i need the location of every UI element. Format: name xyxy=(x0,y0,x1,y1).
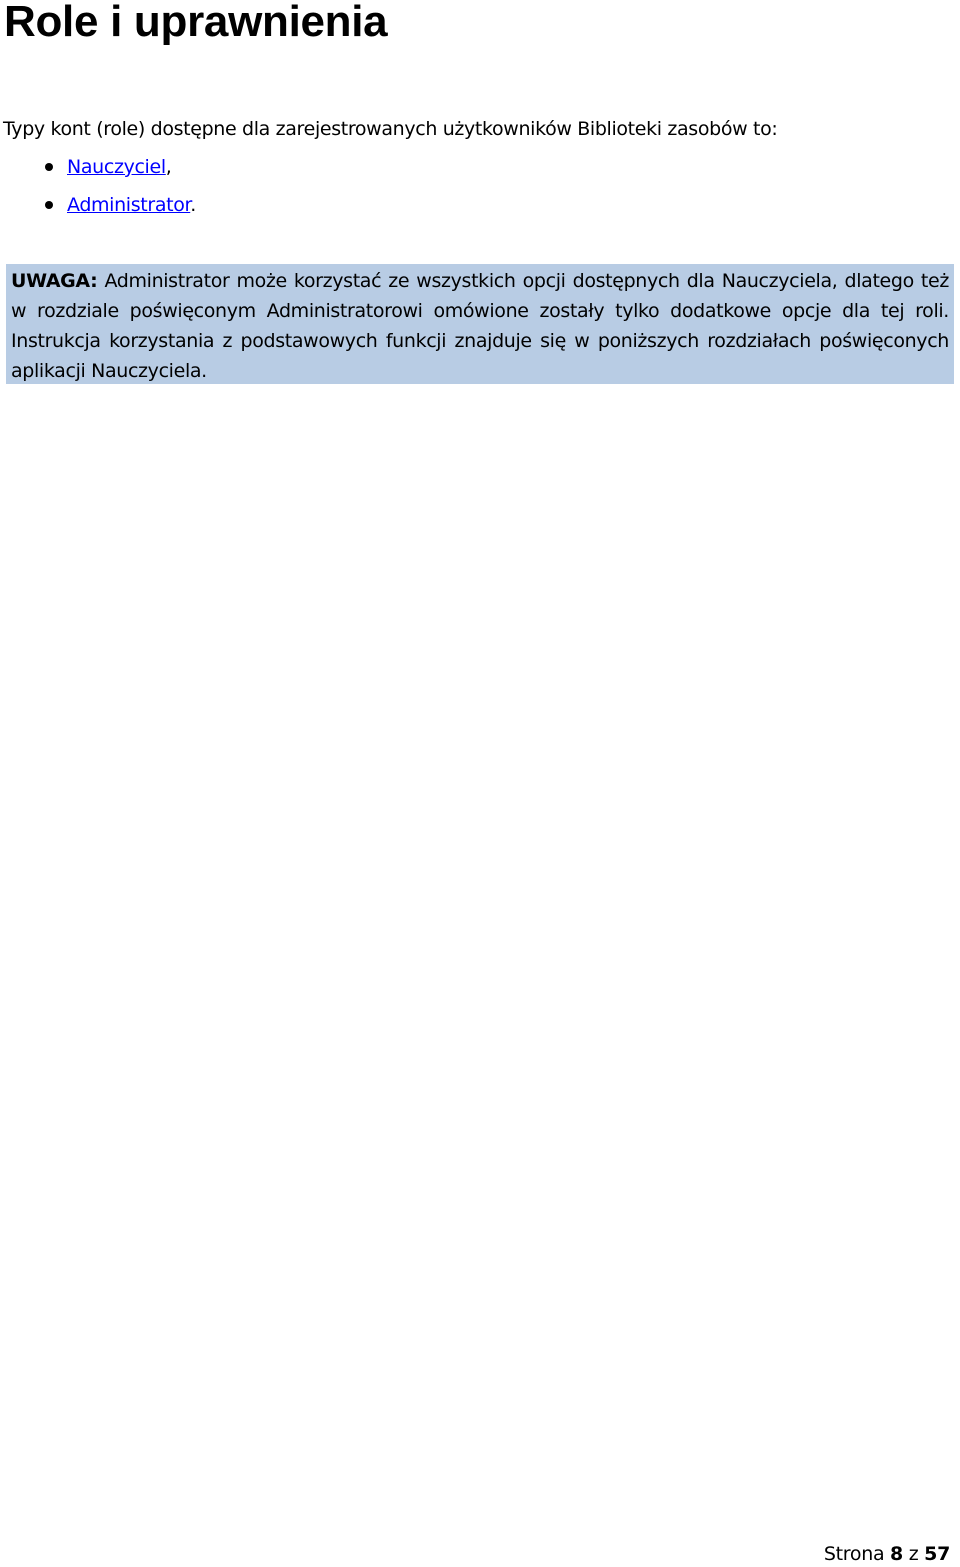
note-label: UWAGA: xyxy=(11,270,98,292)
link-nauczyciel[interactable]: Nauczyciel xyxy=(67,156,166,178)
link-administrator[interactable]: Administrator xyxy=(67,194,191,216)
note-text: Administrator może korzystać ze wszystkich opcji dostępnych dla Nauczyciela, dlatego też w rozdziale poświęconym Administratorowi omówione zostały tylko dodatkowe opcje dla tej roli. Instrukcja korzystania z podstawowych funkcji znajduje się w poniższych rozdziałach poświęconych aplikacji Nauczyciela. xyxy=(11,270,949,382)
bullet-icon xyxy=(45,163,53,171)
page-number xyxy=(824,1541,950,1567)
roles-list xyxy=(0,154,196,230)
total-pages: 57 xyxy=(924,1543,950,1565)
intro-paragraph: Typy kont (role) dostępne dla zarejestrowanych użytkowników Biblioteki zasobów to: xyxy=(3,118,778,140)
note-box xyxy=(6,264,954,384)
list-item-suffix: , xyxy=(165,156,172,178)
current-page: 8 xyxy=(890,1543,903,1565)
list-item-administrator xyxy=(0,192,196,230)
bullet-icon xyxy=(45,201,53,209)
page-separator: z xyxy=(908,1543,919,1565)
list-item-suffix: . xyxy=(190,194,196,216)
page-title: Role i uprawnienia xyxy=(4,0,388,46)
list-item-nauczyciel xyxy=(0,154,196,192)
page-prefix: Strona xyxy=(823,1543,885,1565)
